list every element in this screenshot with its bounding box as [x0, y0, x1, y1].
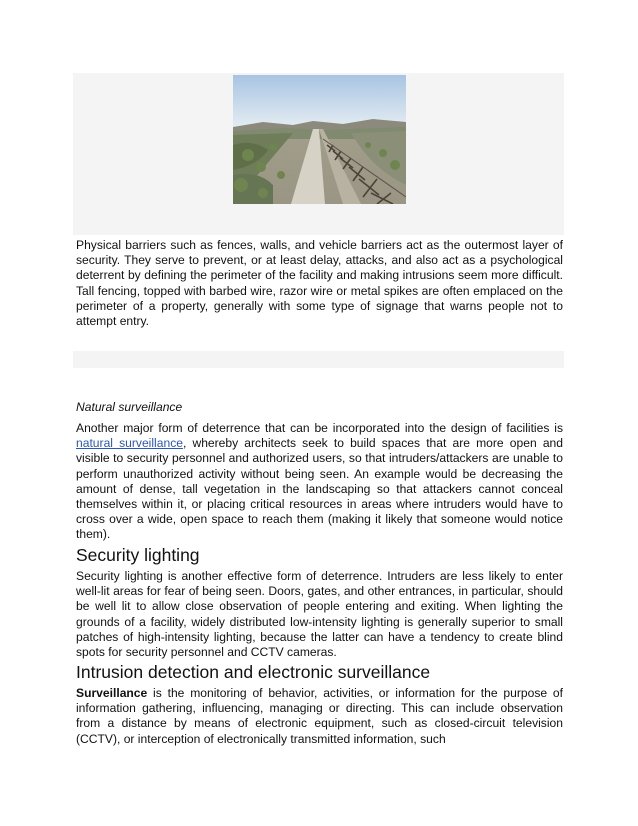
border-fence-photo [233, 75, 406, 204]
natural-surveillance-subhead: Natural surveillance [76, 400, 183, 414]
surveillance-text: is the monitoring of behavior, activities, or information for the purpose of information gathering, influencing, managing or directing. This can include observation from a distance by means of electronic equipment, such as closed-circuit television (CCTV), or interception of electronically transmitted information, such [76, 686, 563, 746]
natural-surveillance-text-before: Another major form of deterrence that can be incorporated into the design of facilities is [76, 421, 563, 435]
shaded-divider-strip [73, 351, 564, 368]
border-fence-photo-svg [233, 75, 406, 204]
natural-surveillance-paragraph [76, 421, 563, 543]
natural-surveillance-text-after: , whereby architects seek to build spaces that are more open and visible to security personnel and authorized users, so that intruders/attackers are unable to perform unauthorized activity without being seen. An example would be decreasing the amount of dense, tall vegetation in the landscaping so that attackers cannot conceal themselves within it, or placing critical resources in areas where intruders would have to cross over a wide, open space to reach them (making it likely that someone would notice them). [76, 436, 563, 542]
security-lighting-paragraph: Security lighting is another effective form of deterrence. Intruders are less likely to enter well-lit areas for fear of being seen. Doors, gates, and other entrances, in particular, should be well lit to allow close observation of people entering and exiting. When lighting the grounds of a facility, widely distributed low-intensity lighting is generally superior to small patches of high-intensity lighting, because the latter can have a tendency to create blind spots for security personnel and CCTV cameras. [76, 569, 563, 660]
barriers-paragraph: Physical barriers such as fences, walls, and vehicle barriers act as the outermost layer of security. They serve to prevent, or at least delay, attacks, and also act as a psychological deterrent by defining the perimeter of the facility and making intrusions seem more difficult. Tall fencing, topped with barbed wire, razor wire or metal spikes are often emplaced on the perimeter of a property, generally with some type of signage that warns people not to attempt entry. [76, 238, 563, 329]
security-lighting-heading: Security lighting [76, 545, 200, 565]
surveillance-paragraph [76, 686, 563, 747]
intrusion-detection-heading: Intrusion detection and electronic surveillance [76, 662, 431, 682]
natural-surveillance-link[interactable]: natural surveillance [76, 436, 183, 451]
surveillance-term: Surveillance [76, 686, 148, 700]
